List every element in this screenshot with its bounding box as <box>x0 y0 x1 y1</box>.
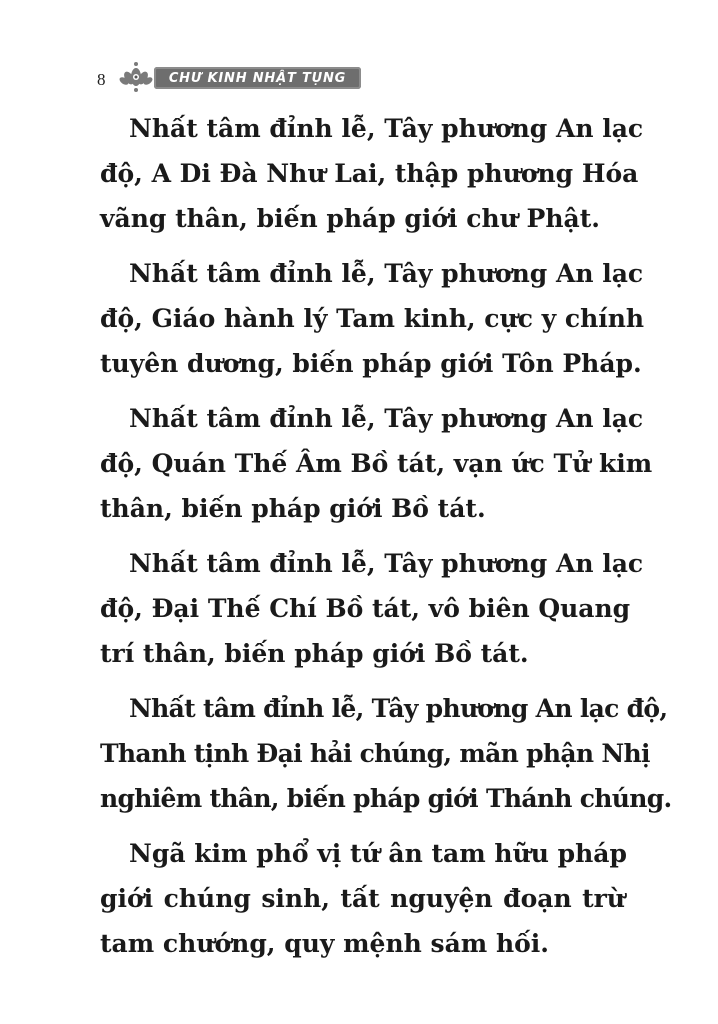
page-number: 8 <box>97 70 106 89</box>
text-line: tam chướng, quy mệnh sám hối. <box>100 929 549 958</box>
text-line: tuyên dương, biến pháp giới Tôn Pháp. <box>100 349 642 378</box>
text-line: Nhất tâm đỉnh lễ, Tây phương An lạc <box>129 114 644 143</box>
running-header <box>0 58 718 98</box>
section-title-banner <box>154 67 361 89</box>
section-title: CHƯ KINH NHẬT TỤNG <box>168 70 347 86</box>
text-line: giới chúng sinh, tất nguyện đoạn trừ <box>100 884 625 913</box>
text-line: độ, A Di Đà Như Lai, thập phương Hóa <box>100 159 639 188</box>
text-line: nghiêm thân, biến pháp giới Thánh chúng. <box>100 784 672 813</box>
paragraph <box>100 686 672 821</box>
text-line: vãng thân, biến pháp giới chư Phật. <box>100 204 600 233</box>
paragraph <box>100 251 645 386</box>
text-line: Nhất tâm đỉnh lễ, Tây phương An lạc <box>129 549 644 578</box>
text-line: Thanh tịnh Đại hải chúng, mãn phận Nhị <box>100 739 650 768</box>
text-line: độ, Đại Thế Chí Bồ tát, vô biên Quang <box>100 594 631 623</box>
body-text <box>100 106 672 976</box>
text-line: độ, Quán Thế Âm Bồ tát, vạn ức Tử kim <box>100 449 653 478</box>
text-line: Nhất tâm đỉnh lễ, Tây phương An lạc <box>129 404 644 433</box>
paragraph <box>100 396 653 531</box>
text-line: Nhất tâm đỉnh lễ, Tây phương An lạc <box>129 259 644 288</box>
text-line: độ, Giáo hành lý Tam kinh, cực y chính <box>100 304 645 333</box>
text-line: Nhất tâm đỉnh lễ, Tây phương An lạc độ, <box>129 694 668 723</box>
text-line: Ngã kim phổ vị tứ ân tam hữu pháp <box>129 839 627 868</box>
lotus-ornament-icon <box>116 59 156 95</box>
text-line: thân, biến pháp giới Bồ tát. <box>100 494 486 523</box>
text-line: trí thân, biến pháp giới Bồ tát. <box>100 639 529 668</box>
paragraph <box>100 106 644 241</box>
paragraph <box>100 831 625 966</box>
paragraph <box>100 541 644 676</box>
